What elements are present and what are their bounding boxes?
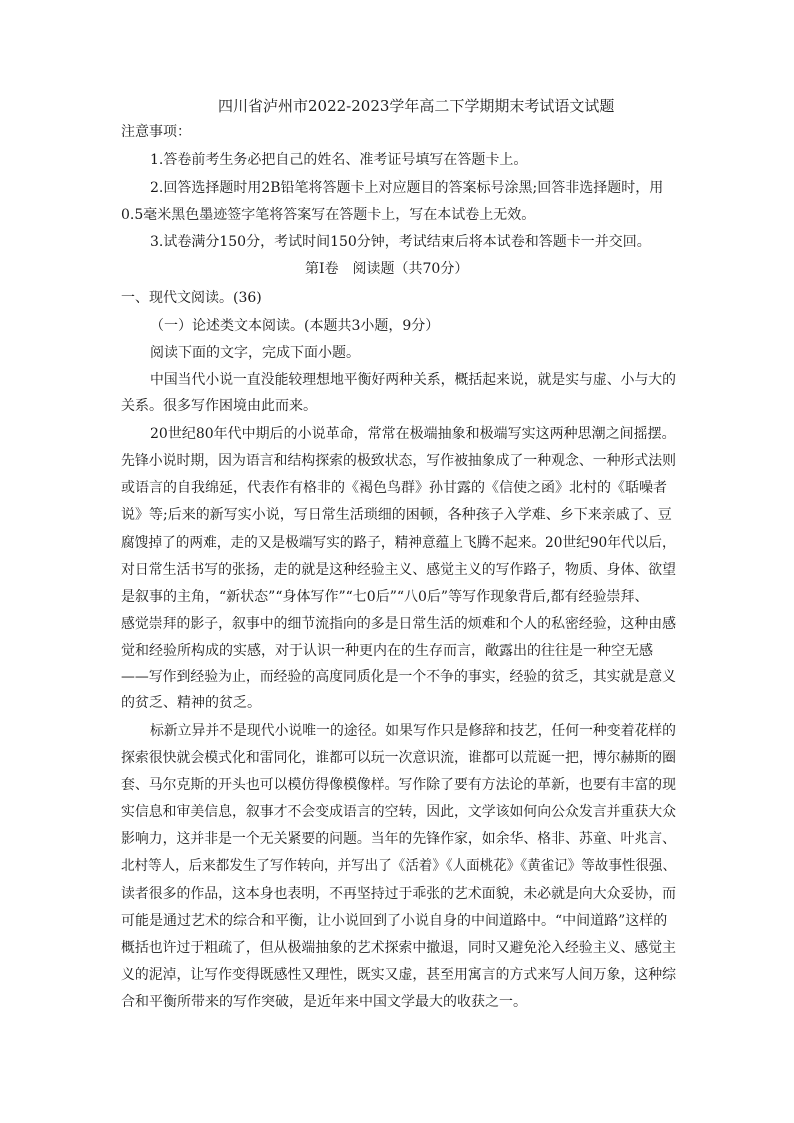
body-line: 的贫乏、精神的贫乏。: [121, 695, 261, 711]
body-line: 对日常生活书写的张扬，走的就是这种经验主义、感觉主义的写作路子，物质、身体、欲望: [121, 562, 677, 578]
body-line: 20世纪80年代中期后的小说革命，常常在极端抽象和极端写实这两种思潮之间摇摆。: [150, 426, 676, 442]
body-line: 北村等人，后来都发生了写作转向，并写出了《活着》《人面桃花》《黄雀记》等故事性很强、: [121, 858, 677, 874]
body-line: 腐馊掉了的两难，走的又是极端写实的路子，精神意蕴上飞腾不起来。20世纪90年代以后，: [121, 535, 676, 551]
body-line: 读者很多的作品，这本身也表明，不再坚持过于乖张的艺术面貌，未必就是向大众妥协，而: [121, 886, 677, 902]
body-line: 套、马尔克斯的开头也可以模仿得像模像样。写作除了要有方法论的革新，也要有丰富的现: [121, 777, 677, 793]
body-line: 合和平衡所带来的写作突破，是近年来中国文学最大的收获之一。: [121, 994, 527, 1010]
notice-item: 1.答卷前考生务必把自己的姓名、准考证号填写在答题卡上。: [150, 152, 528, 168]
subsection-heading: （一）论述类文本阅读。(本题共3小题，9分）: [150, 318, 440, 334]
reading-instruction: 阅读下面的文字，完成下面小题。: [150, 345, 360, 361]
body-line: 探索很快就会模式化和雷同化，谁都可以玩一次意识流，谁都可以荒诞一把，博尔赫斯的圈: [121, 750, 677, 766]
notice-item: 3.试卷满分150分，考试时间150分钟，考试结束后将本试卷和答题卡一并交回。: [150, 234, 651, 250]
body-line: 标新立异并不是现代小说唯一的途径。如果写作只是修辞和技艺，任何一种变着花样的: [150, 723, 676, 739]
body-line: 中国当代小说一直没能较理想地平衡好两种关系，概括起来说，就是实与虚、小与大的: [150, 372, 676, 388]
body-line: 可能是通过艺术的综合和平衡，让小说回到了小说自身的中间道路中。“中间道路”这样的: [121, 913, 668, 929]
part-heading: 第Ⅰ卷 阅读题（共70分）: [305, 261, 469, 277]
body-line: 或语言的自我绵延，代表作有格非的《褐色鸟群》孙甘露的《信使之函》北村的《聒噪者: [121, 480, 667, 496]
body-line: 先锋小说时期，因为语言和结构探索的极致状态，写作被抽象成了一种观念、一种形式法则: [121, 453, 677, 469]
body-line: 实信息和审美信息，叙事才不会变成语言的空转，因此，文学该如何向公众发言并重获大众: [121, 804, 677, 820]
section-heading: 一、现代文阅读。(36): [121, 290, 262, 306]
body-line: 感觉崇拜的影子，叙事中的细节流指向的多是日常生活的烦难和个人的私密经验，这种由感: [121, 616, 677, 632]
body-line: 概括也许过于粗疏了，但从极端抽象的艺术探索中撤退，同时又避免沦入经验主义、感觉主: [121, 940, 677, 956]
document-title: 四川省泸州市2022-2023学年高二下学期期末考试语文试题: [218, 97, 615, 115]
body-line: 义的泥淖，让写作变得既感性又理性，既实又虚，甚至用寓言的方式来写人间万象，这种综: [121, 967, 677, 983]
body-line: 影响力，这并非是一个无关紧要的问题。当年的先锋作家，如余华、格非、苏童、叶兆言、: [121, 831, 677, 847]
notice-heading: 注意事项：: [121, 124, 191, 140]
body-line: 觉和经验所构成的实感，对于认识一种更内在的生存而言，敞露出的往往是一种空无感: [121, 643, 653, 659]
notice-item: 0.5毫米黑色墨迹签字笔将答案写在答题卡上，写在本试卷上无效。: [121, 207, 536, 223]
body-line: 是叙事的主角，“新状态”“身体写作”“七0后”“八0后”等写作现象背后,都有经验崇拜、: [121, 589, 649, 605]
body-line: 说》等;后来的新写实小说，写日常生活琐细的困顿，各种孩子入学难、乡下来亲戚了、豆: [121, 507, 672, 523]
body-line: ——写作到经验为止，而经验的高度同质化是一个不争的事实，经验的贫乏，其实就是意义: [121, 669, 677, 685]
body-line: 关系。很多写作困境由此而来。: [121, 398, 317, 414]
notice-item: 2.回答选择题时用2B铅笔将答题卡上对应题目的答案标号涂黑;回答非选择题时，用: [150, 180, 664, 196]
